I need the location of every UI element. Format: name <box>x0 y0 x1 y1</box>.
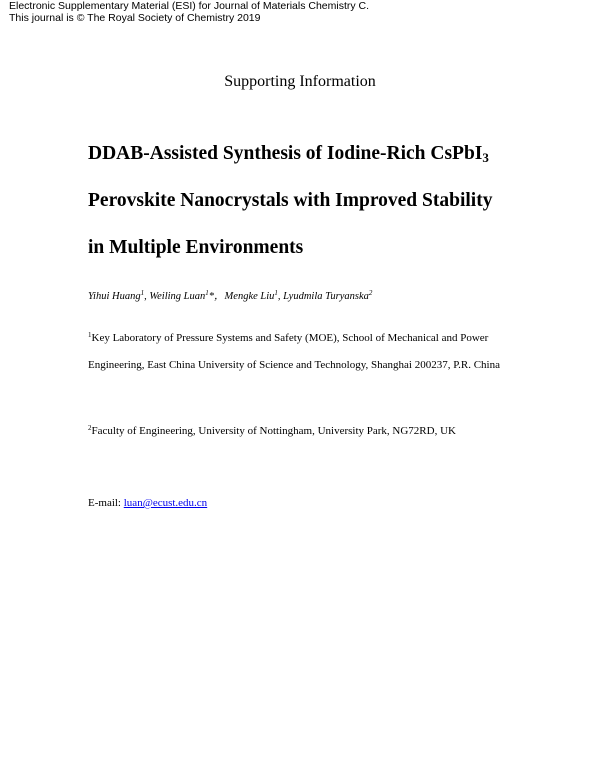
email-line <box>88 496 207 510</box>
title-line-1-text: DDAB-Assisted Synthesis of Iodine-Rich CsPbI <box>88 143 483 164</box>
affiliation-1 <box>88 325 528 379</box>
esi-header <box>9 0 369 24</box>
supporting-information-label: Supporting Information <box>224 73 376 90</box>
author-list <box>88 290 372 304</box>
email-label: E-mail: <box>88 497 124 509</box>
author-separator: , <box>277 291 284 302</box>
author-name: Yihui Huang <box>88 291 141 302</box>
title-line-2: Perovskite Nanocrystals with Improved Stability <box>88 190 493 211</box>
author-affiliation-mark: 1 <box>140 289 145 297</box>
affiliation-number: 1 <box>88 331 92 339</box>
affiliation-number: 2 <box>88 424 92 432</box>
esi-header-line1: Electronic Supplementary Material (ESI) for Journal of Materials Chemistry C. <box>9 0 370 12</box>
author-affiliation-mark: 1 <box>274 289 278 297</box>
affiliation-text: Key Laboratory of Pressure Systems and Safety (MOE), School of Mechanical and Power Engineering, East China University of Science and Technology, Shanghai 200237, P.R. China <box>88 332 500 371</box>
title-subscript: 3 <box>482 150 489 165</box>
author-name: Mengke Liu <box>224 291 275 302</box>
affiliation-text: Faculty of Engineering, University of Nottingham, University Park, NG72RD, UK <box>91 425 456 437</box>
affiliation-2 <box>88 418 528 445</box>
author-name: Weiling Luan <box>149 291 206 302</box>
author-affiliation-mark: 2 <box>368 289 373 297</box>
author-separator: ， <box>214 291 225 302</box>
paper-title <box>88 130 492 271</box>
corresponding-author-mark: * <box>208 291 215 302</box>
esi-header-line2: This journal is © The Royal Society of Chemistry 2019 <box>9 12 261 24</box>
title-line-3: in Multiple Environments <box>88 237 304 258</box>
title-line-1 <box>88 130 492 177</box>
author-separator: , <box>144 291 150 302</box>
author-name: Lyudmila Turyanska <box>283 291 369 302</box>
email-link[interactable]: luan@ecust.edu.cn <box>123 497 208 509</box>
author-affiliation-mark: 1 <box>205 289 209 297</box>
